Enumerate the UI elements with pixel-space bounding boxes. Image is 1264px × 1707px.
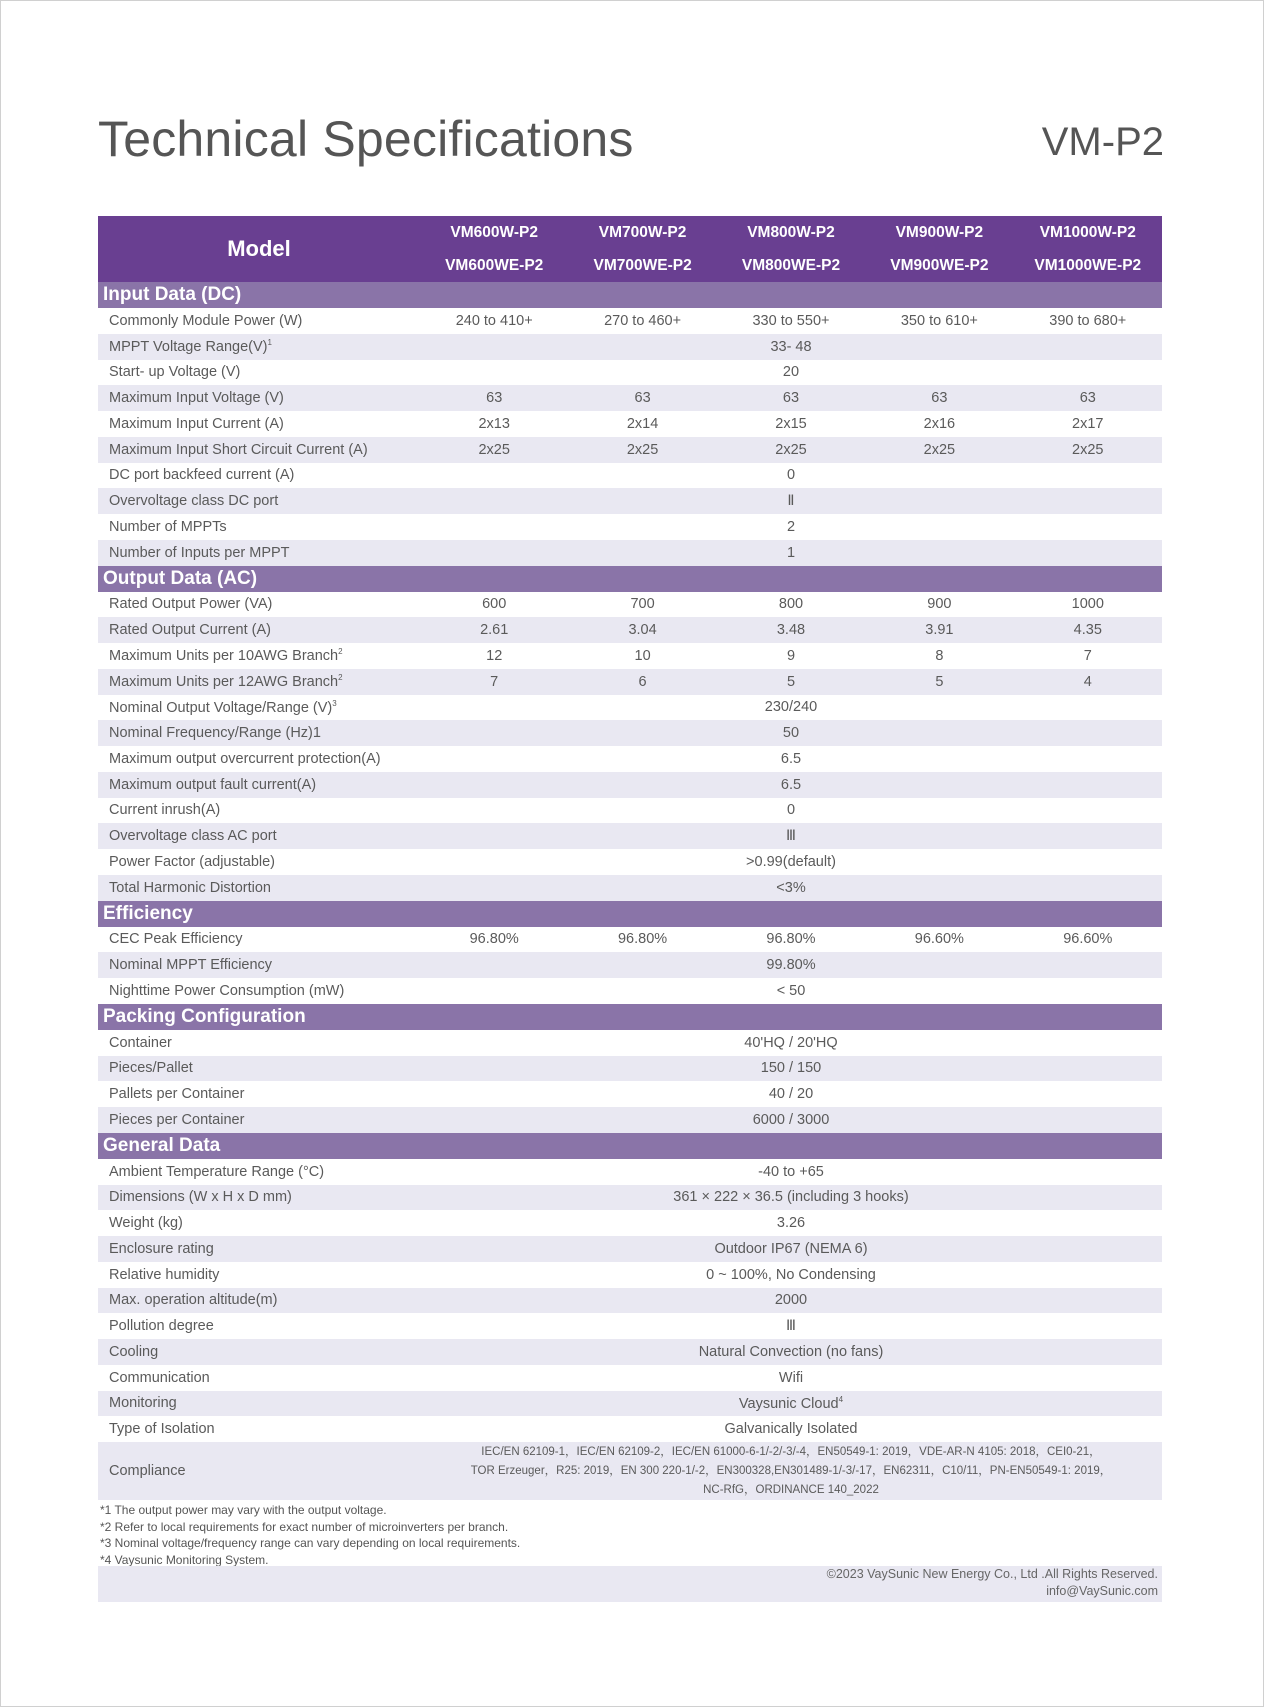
footnote: *1 The output power may vary with the output voltage. [100, 1503, 387, 1517]
spec-value-text: Galvanically Isolated [724, 1421, 858, 1438]
spec-value [420, 720, 1162, 746]
model-name-variant: VM600WE-P2 [420, 249, 568, 282]
spec-value [420, 1107, 1162, 1133]
spec-label-cell [98, 927, 420, 953]
spec-value-text: 1 [786, 544, 796, 561]
spec-label-cell [98, 360, 420, 386]
spec-value: 5 [865, 669, 1013, 695]
model-code: VM-P2 [1041, 120, 1164, 164]
spec-label: Maximum Input Short Circuit Current (A) [109, 441, 368, 458]
spec-value: 63 [568, 385, 716, 411]
spec-value [420, 1416, 1162, 1442]
spec-value: 6 [568, 669, 716, 695]
spec-value [420, 488, 1162, 514]
spec-label: Dimensions (W x H x D mm) [109, 1189, 292, 1206]
contact-email: info@VaySunic.com [1046, 1584, 1158, 1598]
spec-row [98, 746, 1162, 772]
spec-value: 63 [865, 385, 1013, 411]
spec-label: Max. operation altitude(m) [109, 1292, 278, 1309]
spec-value [420, 1210, 1162, 1236]
spec-label-cell [98, 334, 420, 360]
spec-label: Rated Output Current (A) [109, 622, 271, 639]
spec-value: 900 [927, 596, 952, 613]
spec-value: 2x25 [1014, 437, 1162, 463]
spec-label-cell [98, 1288, 420, 1314]
spec-value: 5 [717, 669, 865, 695]
spec-value: 4.35 [1014, 617, 1162, 643]
spec-value [420, 1185, 1162, 1211]
spec-row [98, 1159, 1162, 1185]
model-name-variant: VM800WE-P2 [717, 249, 865, 282]
section-title: Packing Configuration [98, 1004, 1162, 1030]
spec-row [98, 875, 1162, 901]
spec-value [420, 514, 1162, 540]
spec-label: Maximum output overcurrent protection(A) [109, 750, 381, 767]
spec-label: Type of Isolation [109, 1421, 215, 1438]
section-title: General Data [98, 1133, 1162, 1159]
footnote-ref: 4 [838, 1394, 844, 1404]
spec-value-text: 33- 48 [770, 338, 812, 355]
spec-value-text: Ⅲ [786, 1318, 796, 1335]
spec-value-text: 6.5 [780, 750, 802, 767]
spec-value-text: < 50 [776, 982, 806, 999]
spec-value: 800 [778, 596, 804, 613]
spec-value-text: 6000 / 3000 [752, 1111, 830, 1128]
spec-row [98, 334, 1162, 360]
spec-value: 96.80% [617, 931, 668, 948]
spec-label: Relative humidity [109, 1266, 220, 1283]
spec-value: 700 [630, 596, 655, 613]
footnote-ref: 2 [338, 647, 343, 657]
spec-label-cell [98, 1262, 420, 1288]
spec-label-cell [98, 669, 420, 695]
spec-row [98, 308, 1162, 334]
footnote: *4 Vaysunic Monitoring System. [100, 1552, 269, 1567]
spec-value: 240 to 410+ [455, 312, 533, 329]
spec-label: Overvoltage class AC port [109, 828, 277, 845]
spec-value-text: 0 [786, 467, 796, 484]
spec-label-cell [98, 1391, 420, 1417]
spec-row [98, 514, 1162, 540]
spec-row [98, 1210, 1162, 1236]
spec-value-text: 6.5 [780, 776, 802, 793]
spec-label: Nighttime Power Consumption (mW) [109, 982, 345, 999]
model-header-label: Model [98, 216, 420, 282]
spec-value: 2.61 [420, 617, 568, 643]
spec-value: 4 [1014, 669, 1162, 695]
section-title: Output Data (AC) [98, 566, 1162, 592]
spec-value [420, 1365, 1162, 1391]
spec-row [98, 437, 1162, 463]
spec-row [98, 592, 1162, 618]
model-name: VM1000W-P2 [1014, 216, 1162, 249]
spec-value-text: Natural Convection (no fans) [698, 1343, 884, 1360]
spec-label-cell [98, 1236, 420, 1262]
model-header-row [98, 216, 1162, 249]
spec-value: 1000 [1071, 596, 1104, 613]
spec-row [98, 823, 1162, 849]
footnote-ref: 1 [267, 338, 272, 348]
spec-value [420, 1339, 1162, 1365]
spec-value-text: 2000 [774, 1292, 808, 1309]
spec-value-text: 40'HQ / 20'HQ [744, 1034, 838, 1051]
spec-value [420, 1313, 1162, 1339]
spec-value: 600 [482, 596, 507, 613]
compliance-line: TOR Erzeuger，R25: 2019，EN 300 220-1/-2，EN300328,EN301489-1/-3/-17，EN62311，C10/11，PN-EN50549-1: 2019， [470, 1464, 1112, 1477]
spec-value: 63 [717, 385, 865, 411]
spec-value [420, 1030, 1162, 1056]
spec-row [98, 1107, 1162, 1133]
spec-value-text: 2 [786, 518, 796, 535]
spec-row [98, 1416, 1162, 1442]
spec-value-text: 3.26 [776, 1215, 806, 1232]
spec-value-text: <3% [776, 879, 806, 896]
compliance-line: NC-RfG，ORDINANCE 140_2022 [703, 1483, 879, 1496]
spec-value: 3.48 [717, 617, 865, 643]
spec-value [420, 360, 1162, 386]
spec-value-text: 0 [786, 802, 796, 819]
spec-row [98, 1391, 1162, 1417]
spec-value: 3.04 [568, 617, 716, 643]
spec-value: 2x14 [626, 415, 659, 432]
spec-label-cell [98, 978, 420, 1004]
spec-label-cell [98, 952, 420, 978]
spec-label: Number of Inputs per MPPT [109, 544, 290, 561]
spec-label: Nominal MPPT Efficiency [109, 957, 273, 974]
spec-value: 330 to 550+ [752, 312, 830, 329]
spec-value-text: 99.80% [766, 957, 816, 974]
spec-row [98, 978, 1162, 1004]
footnote: *3 Nominal voltage/frequency range can vary depending on local requirements. [100, 1536, 521, 1550]
spec-value [420, 1159, 1162, 1185]
spec-value [420, 849, 1162, 875]
spec-value [420, 952, 1162, 978]
spec-label-cell [98, 514, 420, 540]
spec-row [98, 1030, 1162, 1056]
spec-row [98, 617, 1162, 643]
spec-label-cell [98, 308, 420, 334]
spec-value-text: 40 / 20 [768, 1086, 814, 1103]
spec-value-text: 150 / 150 [760, 1060, 822, 1077]
spec-value: 2x17 [1072, 415, 1104, 432]
section-header-row [98, 901, 1162, 927]
spec-value: 10 [634, 647, 651, 664]
spec-value [420, 1236, 1162, 1262]
spec-value-text: 0 ~ 100%, No Condensing [706, 1266, 876, 1283]
spec-value [420, 334, 1162, 360]
spec-label-cell [98, 1365, 420, 1391]
spec-label: Enclosure rating [109, 1240, 214, 1257]
spec-value [420, 540, 1162, 566]
compliance-line: IEC/EN 62109-1，IEC/EN 62109-2，IEC/EN 61000-6-1/-2/-3/-4，EN50549-1: 2019，VDE-AR-N 4105: 2018，CEI0-21， [481, 1445, 1101, 1458]
spec-value-text: Ⅱ [787, 493, 795, 510]
spec-value [420, 746, 1162, 772]
spec-row [98, 1236, 1162, 1262]
spec-value [420, 1391, 1162, 1417]
spec-row [98, 952, 1162, 978]
spec-row [98, 772, 1162, 798]
spec-value: 350 to 610+ [900, 312, 978, 329]
spec-value: 390 to 680+ [1049, 312, 1127, 329]
spec-label-cell [98, 1056, 420, 1082]
spec-row [98, 385, 1162, 411]
spec-value: 63 [420, 385, 568, 411]
spec-label-cell [98, 488, 420, 514]
spec-value [420, 463, 1162, 489]
spec-label-cell [98, 1210, 420, 1236]
model-name: VM800W-P2 [717, 216, 865, 249]
spec-label: Nominal Frequency/Range (Hz)1 [109, 725, 321, 742]
spec-label: Pallets per Container [109, 1086, 245, 1103]
spec-value: 2x13 [478, 415, 510, 432]
spec-value: 96.80% [766, 931, 816, 948]
section-title: Efficiency [98, 901, 1162, 927]
spec-label-cell [98, 592, 420, 618]
spec-value: 2x15 [775, 415, 807, 432]
spec-label-cell [98, 823, 420, 849]
spec-value [420, 798, 1162, 824]
spec-label-cell [98, 1313, 420, 1339]
model-name: VM900W-P2 [865, 216, 1013, 249]
spec-value: 2x25 [568, 437, 716, 463]
spec-label-cell [98, 385, 420, 411]
spec-label-cell [98, 617, 420, 643]
spec-label-cell [98, 1339, 420, 1365]
section-header-row [98, 1004, 1162, 1030]
spec-value [420, 875, 1162, 901]
spec-row [98, 1262, 1162, 1288]
spec-row [98, 1313, 1162, 1339]
spec-label-cell [98, 1159, 420, 1185]
spec-label: Maximum Units per 10AWG Branch [109, 648, 339, 665]
footnote: *2 Refer to local requirements for exact number of microinverters per branch. [100, 1519, 509, 1534]
spec-value-text: -40 to +65 [758, 1163, 824, 1180]
spec-value: 96.60% [914, 931, 964, 948]
spec-row [98, 540, 1162, 566]
spec-row [98, 1081, 1162, 1107]
spec-table [98, 216, 1162, 1500]
spec-label-cell [98, 695, 420, 721]
spec-row [98, 360, 1162, 386]
section-title: Input Data (DC) [98, 282, 1162, 308]
spec-value [420, 978, 1162, 1004]
spec-label: Pollution degree [109, 1318, 214, 1335]
spec-label: Power Factor (adjustable) [109, 853, 276, 870]
spec-row [98, 695, 1162, 721]
spec-value [420, 695, 1162, 721]
spec-label-cell [98, 849, 420, 875]
spec-label-cell [98, 875, 420, 901]
spec-label: MPPT Voltage Range(V) [109, 339, 268, 356]
spec-label: Rated Output Power (VA) [109, 596, 273, 613]
spec-value-text: Ⅲ [786, 828, 796, 845]
spec-row [98, 1442, 1162, 1500]
spec-row [98, 1365, 1162, 1391]
page-title: Technical Specifications [98, 111, 634, 167]
spec-row [98, 1185, 1162, 1211]
section-header-row [98, 566, 1162, 592]
spec-value: 3.91 [865, 617, 1013, 643]
spec-value: 96.60% [1063, 931, 1113, 948]
spec-label: Start- up Voltage (V) [109, 364, 241, 381]
spec-row [98, 849, 1162, 875]
spec-label-cell [98, 772, 420, 798]
footnote-ref: 2 [338, 673, 343, 683]
spec-value: 12 [486, 647, 503, 664]
spec-value: 96.80% [469, 931, 519, 948]
spec-row [98, 927, 1162, 953]
spec-label: Pieces/Pallet [109, 1060, 193, 1077]
spec-label-cell [98, 643, 420, 669]
footnote-ref: 3 [332, 698, 337, 708]
spec-row [98, 720, 1162, 746]
spec-label: DC port backfeed current (A) [109, 467, 295, 484]
spec-value: 2x16 [923, 415, 956, 432]
spec-value: 9 [786, 647, 796, 664]
section-header-row [98, 1133, 1162, 1159]
spec-value: 270 to 460+ [604, 312, 682, 329]
spec-row [98, 1339, 1162, 1365]
copyright-text: ©2023 VaySunic New Energy Co., Ltd .All Rights Reserved. [826, 1567, 1158, 1581]
spec-row [98, 1288, 1162, 1314]
spec-value-text: 20 [782, 364, 800, 381]
section-header-row [98, 282, 1162, 308]
spec-label: Communication [109, 1369, 210, 1386]
spec-value [420, 1056, 1162, 1082]
spec-value: 2x25 [420, 437, 568, 463]
spec-value [420, 1262, 1162, 1288]
spec-value: 2x25 [865, 437, 1013, 463]
spec-value-text: Vaysunic Cloud [738, 1395, 839, 1412]
spec-row [98, 643, 1162, 669]
spec-value: 7 [1083, 647, 1092, 664]
spec-label-cell [98, 463, 420, 489]
spec-label: Total Harmonic Distortion [109, 879, 271, 896]
spec-label: Number of MPPTs [109, 518, 227, 535]
footnotes [100, 1502, 520, 1568]
model-name-variant: VM900WE-P2 [865, 249, 1013, 282]
spec-value [420, 1288, 1162, 1314]
spec-label: Maximum Input Current (A) [109, 415, 284, 432]
spec-row [98, 463, 1162, 489]
spec-label: Overvoltage class DC port [109, 493, 279, 510]
spec-label-cell [98, 411, 420, 437]
spec-label: Weight (kg) [109, 1215, 183, 1232]
spec-value-text: 50 [782, 725, 800, 742]
model-name: VM600W-P2 [420, 216, 568, 249]
spec-label: CEC Peak Efficiency [109, 931, 243, 948]
spec-label: Cooling [109, 1343, 159, 1360]
spec-row [98, 798, 1162, 824]
spec-value: 2x25 [717, 437, 865, 463]
spec-label: Maximum Units per 12AWG Branch [109, 674, 339, 691]
spec-label: Compliance [109, 1463, 186, 1479]
spec-label: Nominal Output Voltage/Range (V) [109, 699, 333, 716]
spec-label: Ambient Temperature Range (°C) [109, 1163, 325, 1180]
spec-row [98, 669, 1162, 695]
spec-row [98, 1056, 1162, 1082]
spec-label: Container [109, 1034, 172, 1051]
spec-label-cell [98, 1442, 420, 1500]
spec-label-cell [98, 540, 420, 566]
spec-label: Maximum Input Voltage (V) [109, 390, 284, 407]
model-name-variant: VM1000WE-P2 [1014, 249, 1162, 282]
spec-label-cell [98, 1081, 420, 1107]
spec-value: 8 [935, 647, 944, 664]
spec-value-text: 230/240 [764, 699, 818, 716]
compliance-value [420, 1442, 1162, 1500]
spec-label: Current inrush(A) [109, 802, 221, 819]
spec-row [98, 488, 1162, 514]
spec-label-cell [98, 1416, 420, 1442]
spec-label-cell [98, 1030, 420, 1056]
spec-value-text: Wifi [778, 1369, 804, 1386]
spec-label-cell [98, 1107, 420, 1133]
spec-label-cell [98, 720, 420, 746]
spec-value: 7 [420, 669, 568, 695]
spec-value: 63 [1014, 385, 1162, 411]
model-name-variant: VM700WE-P2 [568, 249, 716, 282]
spec-row [98, 411, 1162, 437]
spec-label: Commonly Module Power (W) [109, 312, 303, 329]
model-name: VM700W-P2 [568, 216, 716, 249]
spec-label: Maximum output fault current(A) [109, 776, 317, 793]
spec-label-cell [98, 1185, 420, 1211]
footer [98, 1566, 1162, 1602]
spec-label-cell [98, 437, 420, 463]
spec-value-text: 361 × 222 × 36.5 (including 3 hooks) [673, 1189, 909, 1206]
spec-value-text: Outdoor IP67 (NEMA 6) [714, 1240, 868, 1257]
spec-label-cell [98, 798, 420, 824]
spec-value [420, 772, 1162, 798]
spec-label: Pieces per Container [109, 1111, 245, 1128]
spec-value [420, 823, 1162, 849]
spec-label-cell [98, 746, 420, 772]
spec-value-text: >0.99(default) [746, 853, 836, 870]
spec-label: Monitoring [109, 1395, 177, 1412]
spec-value [420, 1081, 1162, 1107]
